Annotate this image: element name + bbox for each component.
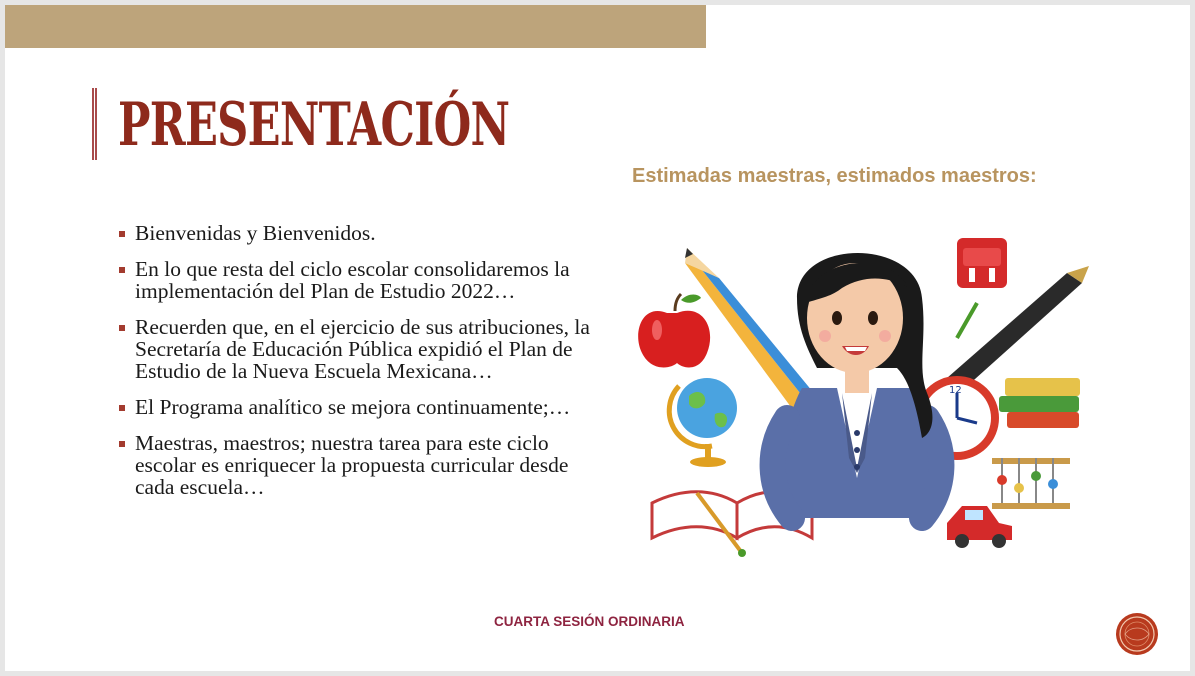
bullet-marker-icon [119,325,125,331]
bullet-text: Maestras, maestros; nuestra tarea para este ciclo escolar es enriquecer la propuesta curricular desde cada escuela… [135,431,569,499]
slide-subtitle: Estimadas maestras, estimados maestros: [632,165,1037,187]
toy-car-icon [947,506,1012,548]
abacus-icon [992,458,1070,509]
bullet-text: En lo que resta del ciclo escolar consolidaremos la implementación del Plan de Estudio 2022… [135,257,570,303]
bullet-text: El Programa analítico se mejora continuamente;… [135,395,571,419]
backpack-icon [957,238,1007,288]
bullet-marker-icon [119,267,125,273]
top-accent-band [5,5,706,48]
teacher-illustration [627,218,1097,563]
books-stack-icon [999,378,1080,428]
slide [5,5,1190,671]
bullet-item [117,396,607,418]
title-accent-bar [92,88,97,160]
bullet-item [117,316,607,382]
bullet-marker-icon [119,231,125,237]
bullet-item [117,432,607,498]
bullet-marker-icon [119,441,125,447]
bullet-list [117,222,607,512]
svg-text:12: 12 [949,385,962,396]
bullet-marker-icon [119,405,125,411]
bullet-item [117,258,607,302]
apple-icon [638,294,710,367]
bullet-text: Bienvenidas y Bienvenidos. [135,221,376,245]
round-emblem-icon [1115,612,1159,656]
session-footer: CUARTA SESIÓN ORDINARIA [494,614,685,629]
bullet-text: Recuerden que, en el ejercicio de sus atribuciones, la Secretaría de Educación Pública expidió el Plan de Estudio de la Nueva Escuela Mexicana… [135,315,590,383]
globe-icon [669,378,737,467]
slide-title: PRESENTACIÓN [118,90,510,160]
bullet-item [117,222,607,244]
small-pencil-icon [957,303,977,338]
